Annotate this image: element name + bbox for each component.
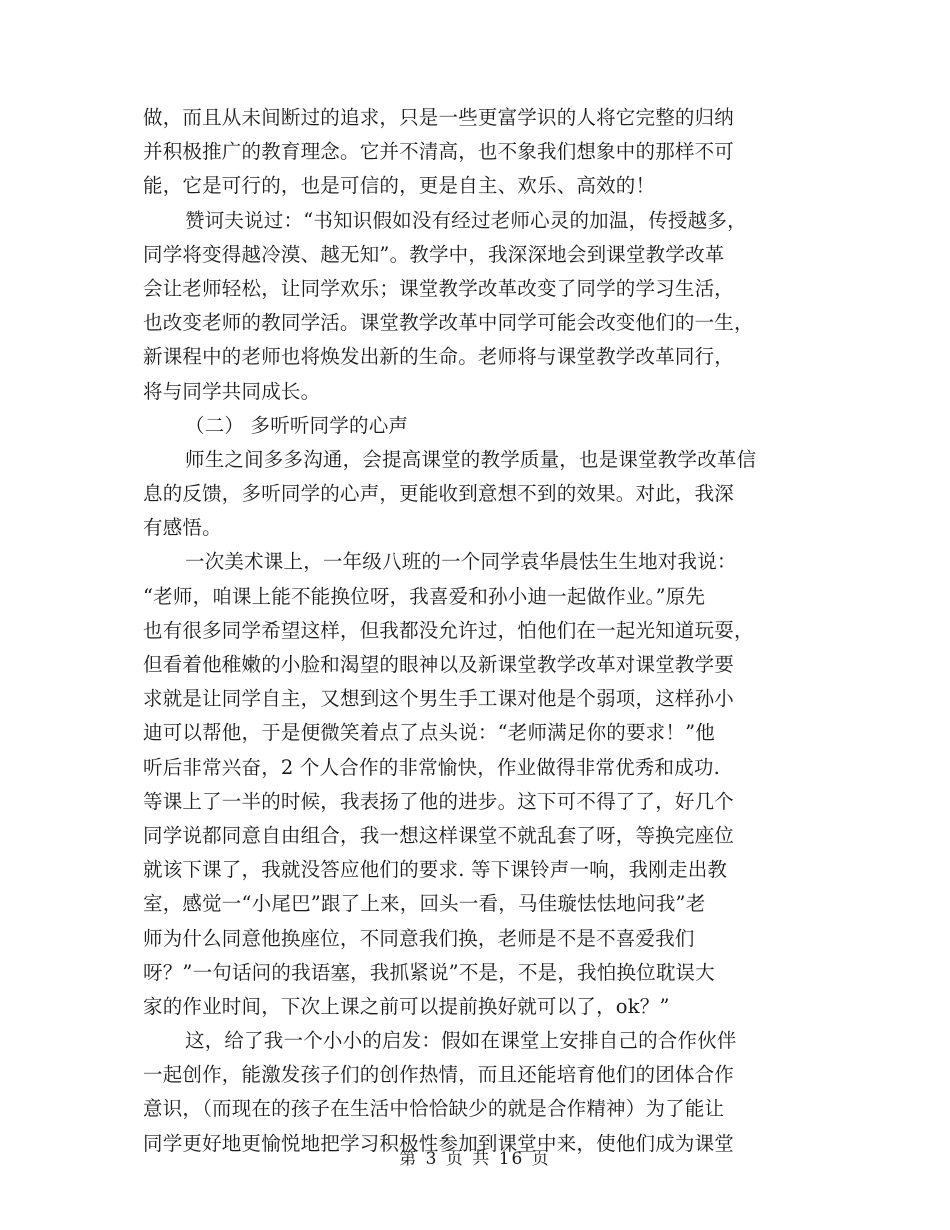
- text-line: 赞诃夫说过：“书知识假如没有经过老师心灵的加温，传授越多，: [185, 208, 747, 232]
- page-number-footer: 第 3 页 共 16 页: [399, 1149, 551, 1169]
- text-line: 息的反馈，多听同学的心声，更能收到意想不到的效果。对此，我深: [143, 482, 735, 506]
- text-line: 师为什么同意他换座位，不同意我们换，老师是不是不喜爱我们: [143, 926, 695, 950]
- text-line: 新课程中的老师也将焕发出新的生命。老师将与课堂教学改革同行，: [143, 345, 735, 369]
- text-line: 但看着他稚嫩的小脸和渴望的眼神以及新课堂教学改革对课堂教学要: [143, 653, 735, 676]
- document-body: [143, 101, 808, 1161]
- text-line: 家的作业时间，下次上课之前可以提前换好就可以了，ok？”: [143, 994, 670, 1018]
- text-line: 迪可以帮他，于是便微笑着点了点头说：“老师满足你的要求！”他: [143, 721, 715, 745]
- text-line: 并积极推广的教育理念。它并不清高，也不象我们想象中的那样不可: [143, 140, 735, 164]
- text-line: 有感悟。: [143, 516, 222, 540]
- text-line: 也有很多同学希望这样，但我都没允许过，怕他们在一起光知道玩耍，: [143, 618, 754, 642]
- text-line: 将与同学共同成长。: [143, 379, 321, 403]
- text-line: 同学将变得越冷漠、越无知”。教学中，我深深地会到课堂教学改革: [143, 242, 725, 266]
- text-line: 室，感觉一“小尾巴”跟了上来，回头一看，马佳璇怯怯地问我”老: [143, 892, 706, 916]
- text-line: 师生之间多多沟通，会提高课堂的教学质量，也是课堂教学改革信: [185, 447, 757, 471]
- text-line: 同学说都同意自由组合，我一想这样课堂不就乱套了呀，等换完座位: [143, 823, 735, 847]
- text-line: 一起创作，能激发孩子们的创作热情，而且还能培育他们的团体合作: [143, 1063, 735, 1087]
- text-line: 也改变老师的教同学活。课堂教学改革中同学可能会改变他们的一生，: [143, 311, 754, 335]
- text-line: 求就是让同学自主，又想到这个男生手工课对他是个弱项，这样孙小: [143, 687, 735, 711]
- text-line: 听后非常兴奋，2 个人合作的非常愉快，作业做得非常优秀和成功.: [143, 755, 721, 779]
- text-line: 呀？”一句话问的我语塞，我抓紧说”不是，不是，我怕换位耽误大: [143, 960, 715, 984]
- text-line: 一次美术课上，一年级八班的一个同学袁华晨怯生生地对我说：: [185, 550, 737, 574]
- text-line: 做，而且从未间断过的追求，只是一些更富学识的人将它完整的归纳: [143, 106, 735, 129]
- text-line: 意识，（而现在的孩子在生活中恰恰缺少的就是合作精神）为了能让: [143, 1097, 725, 1121]
- text-line: （二） 多听听同学的心声: [185, 413, 409, 437]
- text-line: 这，给了我一个小小的启发：假如在课堂上安排自己的合作伙伴: [185, 1029, 737, 1053]
- text-line: “老师，咱课上能不能换位呀，我喜爱和孙小迪一起做作业。”原先: [143, 584, 706, 608]
- text-line: 会让老师轻松，让同学欢乐；课堂教学改革改变了同学的学习生活，: [143, 276, 735, 300]
- text-line: 能，它是可行的，也是可信的，更是自主、欢乐、高效的！: [143, 174, 656, 198]
- text-line: 同学更好地更愉悦地把学习积极性参加到课堂中来，使他们成为课堂: [143, 1131, 735, 1155]
- text-line: 就该下课了，我就没答应他们的要求. 等下课铃声一响，我刚走出教: [143, 858, 728, 882]
- text-line: 等课上了一半的时候，我表扬了他的进步。这下可不得了了，好几个: [143, 789, 735, 813]
